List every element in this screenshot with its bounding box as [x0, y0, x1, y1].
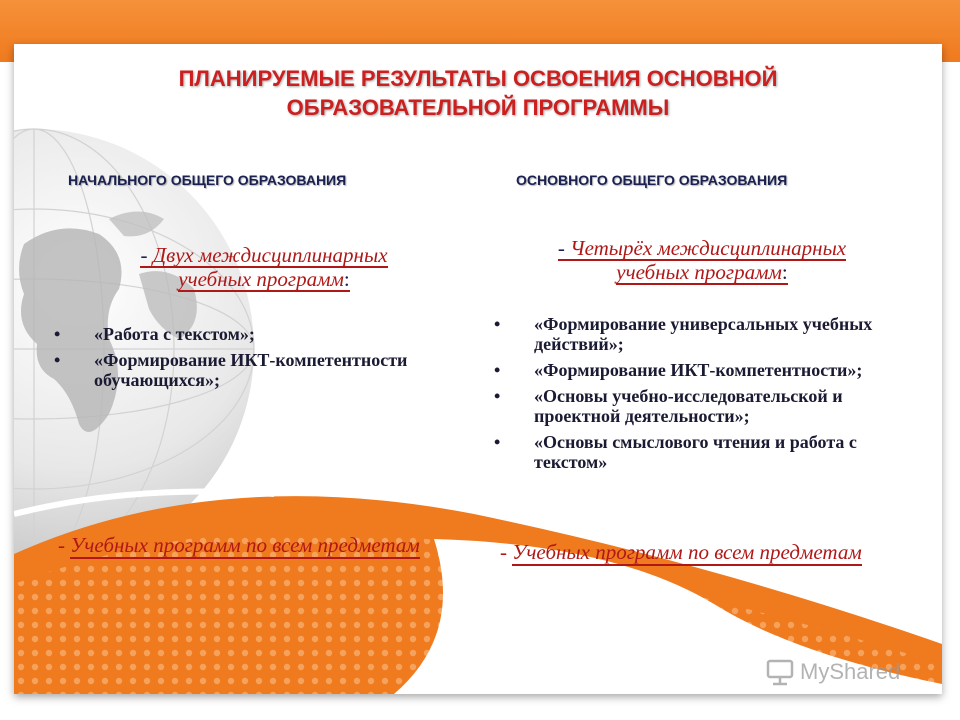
right-footer-text: Учебных программ по всем предметам — [512, 540, 862, 564]
list-item: • «Основы смыслового чтения и работа с текстом» — [494, 432, 857, 472]
right-subhead-text-2: учебных программ — [616, 260, 782, 284]
right-subhead — [492, 237, 912, 285]
right-subhead-dash: - — [557, 236, 565, 260]
bullet-icon: • — [494, 432, 501, 452]
right-column-heading: ОСНОВНОГО ОБЩЕГО ОБРАЗОВАНИЯ — [516, 172, 788, 188]
page-title — [14, 64, 942, 122]
right-bullet-list — [494, 314, 894, 478]
right-footer-note — [500, 541, 880, 563]
watermark-text: MyShared — [800, 659, 901, 684]
bullet-icon: • — [494, 314, 501, 334]
left-bullet-list — [54, 324, 454, 396]
right-subhead-line-1 — [558, 237, 846, 261]
left-footer-text: Учебных программ по всем предметам — [70, 533, 420, 557]
right-subhead-text-1: Четырёх междисциплинарных — [570, 236, 847, 260]
list-item: • «Работа с текстом»; — [54, 324, 255, 344]
list-item: • «Основы учебно-исследовательской и проектной деятельности»; — [494, 386, 843, 426]
right-subhead-line-2 — [616, 261, 788, 285]
presentation-board-icon — [766, 658, 796, 686]
bullet-icon: • — [54, 324, 61, 344]
right-footer-dash: - — [500, 540, 507, 564]
left-subhead-colon: : — [343, 267, 350, 291]
title-line-2: ОБРАЗОВАТЕЛЬНОЙ ПРОГРАММЫ — [286, 95, 670, 120]
bullet-icon: • — [494, 360, 501, 380]
myshared-watermark — [766, 654, 931, 690]
right-subhead-colon: : — [781, 260, 788, 284]
left-subhead-dash: - — [140, 243, 148, 267]
left-footer-note — [58, 534, 438, 556]
left-subhead-text-1: Двух междисциплинарных — [152, 243, 388, 267]
title-line-1: ПЛАНИРУЕМЫЕ РЕЗУЛЬТАТЫ ОСВОЕНИЯ ОСНОВНОЙ — [178, 66, 778, 91]
bullet-icon: • — [54, 350, 61, 370]
left-subhead-line-1 — [140, 244, 387, 268]
left-column-heading: НАЧАЛЬНОГО ОБЩЕГО ОБРАЗОВАНИЯ — [68, 172, 347, 188]
bullet-icon: • — [494, 386, 501, 406]
left-subhead — [84, 244, 444, 292]
left-subhead-text-2: учебных программ — [178, 267, 344, 291]
left-subhead-line-2 — [178, 268, 350, 292]
left-footer-dash: - — [58, 533, 65, 557]
list-item: • «Формирование универсальных учебных действий»; — [494, 314, 873, 354]
content-frame — [14, 44, 942, 694]
list-item: • «Формирование ИКТ-компетентности обучающихся»; — [54, 350, 408, 390]
list-item: • «Формирование ИКТ-компетентности»; — [494, 360, 863, 380]
